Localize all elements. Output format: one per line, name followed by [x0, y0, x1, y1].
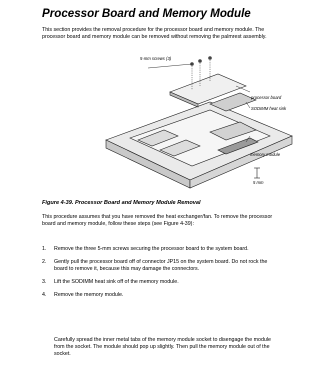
step-item [42, 246, 282, 253]
procedure-intro: This procedure assumes that you have removed the heat exchanger/fan. To remove the processor board and memory module, follow these steps (see Figure 4-39): [42, 214, 273, 228]
callout-screw-size: 5 mm [253, 180, 264, 185]
step-item [42, 292, 282, 299]
step-4-detail: Carefully spread the inner metal tabs of the memory module socket to disengage the module from the socket. The module should pop up slightly. Then pull the memory module out of the socket. [54, 337, 271, 358]
step-number: 2. [42, 259, 47, 266]
callout-processor-board: processor board [251, 95, 282, 100]
figure-caption: Figure 4-39. Processor Board and Memory Module Removal [42, 200, 201, 206]
step-text: Lift the SODIMM heat sink off of the memory module. [54, 279, 179, 286]
scale-marker [254, 168, 260, 178]
callout-memory-module: memory module [250, 152, 281, 157]
screw-2-shape [198, 59, 202, 63]
step-number: 1. [42, 246, 47, 252]
callout-screws: 5-mm screws (3) [140, 56, 172, 61]
screw-3-shape [208, 56, 212, 60]
step-item [42, 259, 282, 273]
figure-illustration [100, 52, 296, 190]
section-title: Processor Board and Memory Module [42, 7, 251, 20]
step-list [42, 246, 282, 305]
callout-heat-sink: SODIMM heat sink [251, 106, 287, 111]
step-item [42, 279, 282, 286]
step-text: Remove the three 5-mm screws securing the processor board to the system board. [54, 246, 249, 252]
step-number: 4. [42, 292, 47, 299]
step-text: Remove the memory module. [54, 292, 124, 299]
step-number: 3. [42, 279, 47, 286]
intro-paragraph: This section provides the removal procedure for the processor board and memory module. The processor board and memory module can be removed without removing the palmrest assembly. [42, 27, 267, 41]
removal-figure [100, 52, 296, 190]
step-text: Gently pull the processor board off of connector JP15 on the system board. Do not rock the board to remove it, because this may damage the connectors. [54, 259, 268, 273]
leader-screws [148, 64, 192, 68]
